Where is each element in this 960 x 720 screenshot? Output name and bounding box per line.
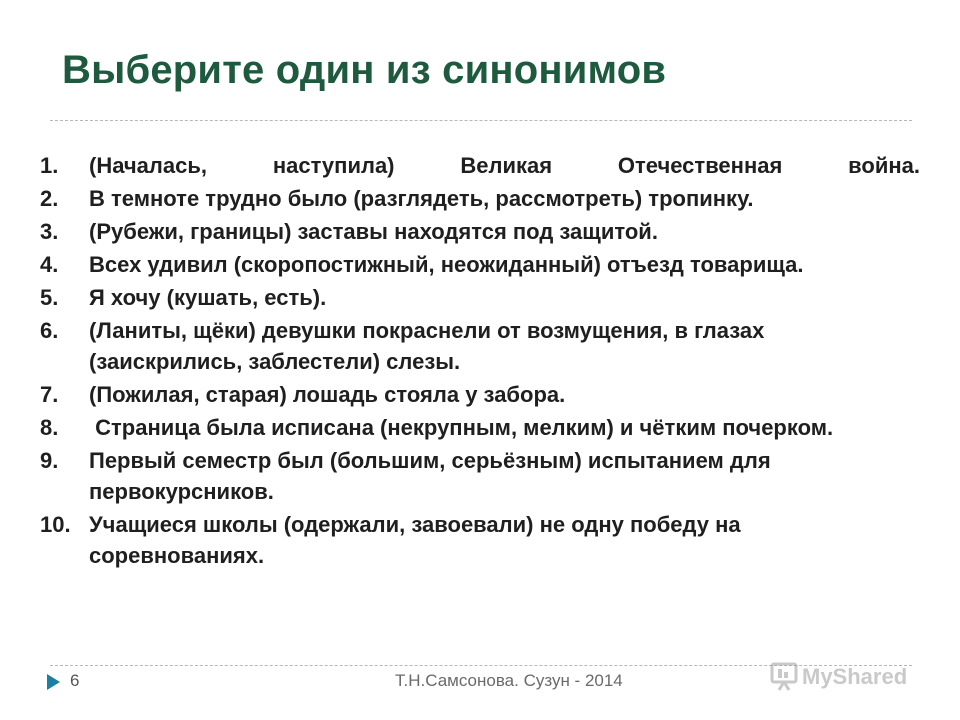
item-number: 2. — [40, 186, 59, 211]
list-item — [40, 183, 920, 214]
item-number: 4. — [40, 252, 59, 277]
list-item — [40, 249, 920, 280]
item-text: Страница была исписана (некрупным, мелким) и чётким почерком. — [89, 415, 834, 440]
watermark-text: MyShared — [802, 664, 908, 689]
item-text: Всех удивил (скоропостижный, неожиданный) отъезд товарища. — [89, 252, 804, 277]
list-item — [40, 445, 920, 507]
list-item — [40, 216, 920, 247]
footer-author: Т.Н.Самсонова. Сузун - 2014 — [395, 671, 623, 690]
item-text: Первый семестр был (большим, серьёзным) испытанием для первокурсников. — [89, 448, 771, 504]
watermark-logo — [770, 656, 930, 701]
item-number: 3. — [40, 219, 59, 244]
item-number: 1. — [40, 153, 59, 178]
item-text: (Ланиты, щёки) девушки покраснели от возмущения, в глазах (заискрились, заблестели) слезы. — [89, 318, 765, 374]
slide-title: Выберите один из синонимов — [62, 48, 667, 92]
list-item — [40, 150, 920, 181]
item-text: (Рубежи, границы) заставы находятся под защитой. — [89, 219, 658, 244]
item-text: Учащиеся школы (одержали, завоевали) не одну победу на соревнованиях. — [89, 512, 741, 568]
item-number: 8. — [40, 415, 59, 440]
item-number: 10. — [40, 512, 71, 537]
item-number: 6. — [40, 318, 59, 343]
list-item — [40, 282, 920, 313]
synonym-exercise-list — [40, 150, 920, 573]
item-number: 9. — [40, 448, 59, 473]
footer-arrow-icon — [47, 674, 60, 690]
title-divider — [50, 120, 912, 121]
item-text: (Началась, наступила) Великая Отечественная война. — [89, 153, 920, 178]
list-item — [40, 509, 920, 571]
page-number: 6 — [70, 671, 80, 690]
item-number: 7. — [40, 382, 59, 407]
presentation-board-icon — [770, 656, 930, 696]
item-text: В темноте трудно было (разглядеть, рассмотреть) тропинку. — [89, 186, 754, 211]
list-item — [40, 412, 920, 443]
list-item — [40, 379, 920, 410]
item-text: (Пожилая, старая) лошадь стояла у забора. — [89, 382, 566, 407]
item-text: Я хочу (кушать, есть). — [89, 285, 327, 310]
list-item — [40, 315, 920, 377]
item-number: 5. — [40, 285, 59, 310]
